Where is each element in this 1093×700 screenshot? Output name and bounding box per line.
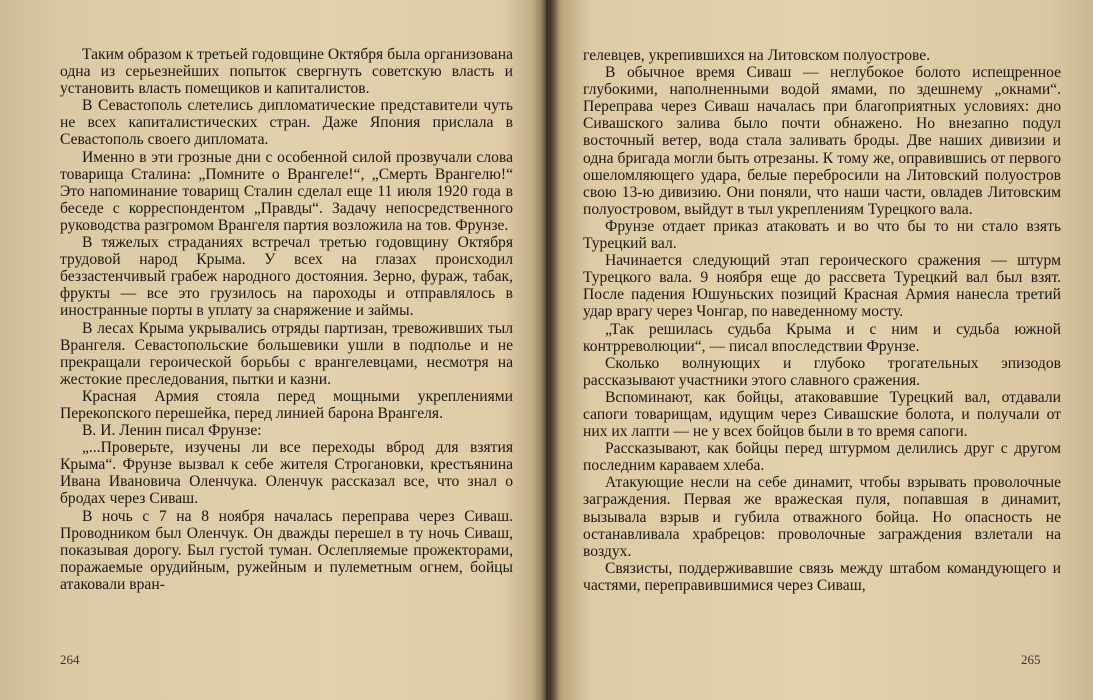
- paragraph: Начинается следующий этап героического сражения — штурм Турецкого вала. 9 ноября еще до рассвета Турецкий вал был взят. После падения Юшуньских позиций Красная Армия нанесла третий удар врагу через Чонгар, по наведенному мосту.: [583, 252, 1061, 321]
- page-number-right: 265: [1021, 652, 1041, 667]
- paragraph: Сколько волнующих и глубоко трогательных эпизодов рассказывают участники этого славного сражения.: [583, 354, 1061, 389]
- paragraph: В ночь с 7 на 8 ноября началась переправа через Сиваш. Проводником был Оленчук. Он дважды перешел в ту ночь Сиваш, показывая дорогу. Был густой туман. Ослепляемые прожекторами, поражаемые орудийным, ружейным и пулеметным огнем, бойцы атаковали вран-: [60, 507, 513, 593]
- paragraph: В тяжелых страданиях встречал третью годовщину Октября трудовой народ Крыма. У всех на глазах происходил беззастенчивый грабеж народного достояния. Зерно, фураж, табак, фрукты — все это грузилось на пароходы и отправлялось в иностранные порты в уплату за снаряжение и займы.: [60, 234, 513, 320]
- paragraph: Вспоминают, как бойцы, атаковавшие Турецкий вал, отдавали сапоги товарищам, идущим через Сивашские болота, и получали от них их лапти — не у всех бойцов были в то время сапоги.: [583, 388, 1061, 441]
- paragraph: Связисты, поддерживавшие связь между штабом командующего и частями, переправившимися через Сиваш,: [583, 559, 1061, 594]
- paragraph: Рассказывают, как бойцы перед штурмом делились друг с другом последним караваем хлеба.: [583, 440, 1061, 475]
- paragraph: „Так решилась судьба Крыма и с ним и судьба южной контрреволюции“, — писал впоследствии Фрунзе.: [583, 320, 1061, 355]
- paragraph: В. И. Ленин писал Фрунзе:: [82, 422, 262, 440]
- right-page-text: [583, 47, 1061, 594]
- right-page: [551, 0, 1093, 700]
- paragraph: В Севастополь слетелись дипломатические представители чуть не всех капиталистических стран. Даже Япония прислала в Севастополь своего дипломата.: [60, 97, 513, 149]
- continuation-line: гелевцев, укрепившихся на Литовском полуострове.: [583, 47, 931, 64]
- paragraph: Атакующие несли на себе динамит, чтобы взрывать проволочные заграждения. Первая же вражеская пуля, попавшая в динамит, вызывала взрыв и губила отважного бойца. Но опасность не останавливала храбрецов: проволочные заграждения взлетали на воздух.: [583, 474, 1061, 560]
- left-page-text: [60, 46, 513, 593]
- page-number-left: 264: [60, 652, 80, 667]
- left-page: [0, 0, 546, 700]
- paragraph: В лесах Крыма укрывались отряды партизан, тревожившиx тыл Врангеля. Севастопольские большевики ушли в подполье и не прекращали героической борьбы с врангелевцами, несмотря на жестокие преследования, пытки и казни.: [60, 319, 513, 388]
- paragraph: „...Проверьте, изучены ли все переходы вброд для взятия Крыма“. Фрунзе вызвал к себе жителя Строгановки, крестьянина Ивана Ивановича Оленчука. Оленчук рассказал все, что знал о бродах через Сиваш.: [60, 439, 513, 508]
- paragraph: Именно в эти грозные дни с особенной силой прозвучали слова товарища Сталина: „Помните о Врангеле!“, „Смерть Врангелю!“ Это напоминание товарищ Сталин сделал еще 11 июля 1920 года в беседе с корреспондентом „Правды“. Задачу непосредственного руководства разгромом Врангеля партия возложила на тов. Фрунзе.: [60, 148, 513, 234]
- paragraph: В обычное время Сиваш — неглубокое болото испещренное глубокими, наполненными водой ямами, по здешнему „окнами“. Переправа через Сиваш началась при благоприятных условиях: дно Сивашского залива было почти обнажено. Но внезапно подул восточный ветер, вода стала заливать броды. Две наших дивизии и одна бригада могли быть отрезаны. К тому же, оправившись от первого ошеломляющего удара, белые перебросили на Литовский полуостров свою 13-ю дивизию. Они поняли, что наши части, овладев Литовским полуостровом, выйдут в тыл укреплениям Турецкого вала.: [583, 64, 1061, 218]
- paragraph: Таким образом к третьей годовщине Октября была организована одна из серьезнейших попыток свергнуть советскую власть и установить власть помещиков и капиталистов.: [60, 46, 513, 98]
- paragraph: Фрунзе отдает приказ атаковать и во что бы то ни стало взять Турецкий вал.: [583, 217, 1061, 253]
- paragraph: Красная Армия стояла перед мощными укреплениями Перекопского перешейка, перед линией барона Врангеля.: [60, 387, 513, 422]
